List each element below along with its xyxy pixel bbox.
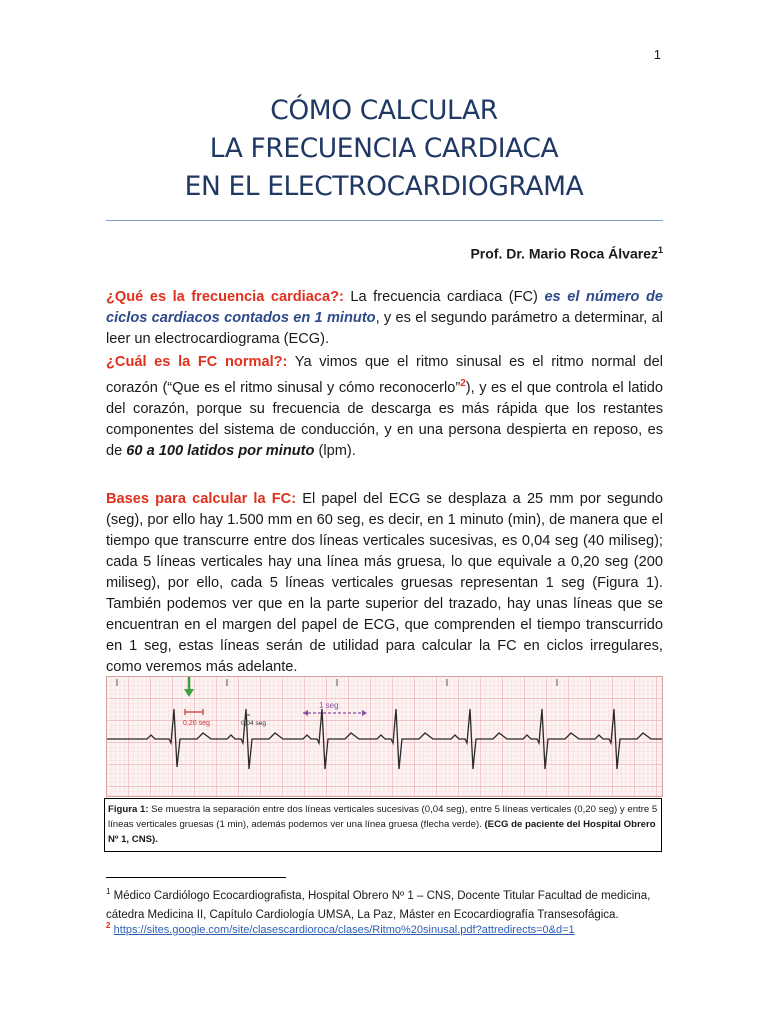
paragraph-bases [106, 489, 663, 678]
document-title [0, 92, 768, 206]
author-footnote-ref: 1 [657, 245, 663, 255]
section-heading: Bases para calcular la FC: [106, 491, 297, 507]
reference-marker: 2 [460, 378, 466, 389]
ecg-strip [107, 677, 662, 796]
paragraph-text: (lpm). [314, 442, 356, 459]
caption-label: Figura 1: [108, 804, 149, 815]
page-number: 1 [653, 47, 661, 62]
emphasis-text: es el número de ciclos cardiacos contados en 1 minuto [106, 289, 663, 326]
footnote-text: Médico Cardiólogo Ecocardiografista, Hospital Obrero Nº 1 – CNS, Docente Titular Facultad de medicina, cátedra Medicina II, Capítulo Cardiología UMSA, La Paz, Máster en Ecocardiografía Transesofágica. [106, 889, 651, 921]
title-line-2: LA FRECUENCIA CARDIACA [209, 133, 559, 164]
footnote-2 [106, 916, 666, 940]
title-line-1: CÓMO CALCULAR [270, 95, 498, 126]
paragraph-text: El papel del ECG se desplaza a 25 mm por segundo (seg), por ello hay 1.500 mm en 60 seg, es decir, en 1 minuto (min), de manera que el tiempo que transcurre entre dos líneas verticales sucesivas, es 0,04 seg (40 miliseg); cada 5 líneas verticales hay una línea más gruesa, lo que equivale a 0,20 seg (200 miliseg), por ello, cada 5 líneas verticales gruesas representan 1 seg (Figura 1). También podemos ver que en la parte superior del trazado, hay unas líneas que se encuentran en el margen del papel de ECG, que comprenden el tiempo transcurrido en 1 seg, estas líneas serán de utilidad para calcular la FC en ciclos irregulares, como veremos más adelante. [106, 491, 664, 675]
footnote-number: 1 [106, 887, 111, 896]
paragraph-text: La frecuencia cardiaca (FC) [343, 289, 545, 305]
ecg-figure [106, 676, 663, 797]
paragraph-text: ), y es el que controla el latido del corazón, porque su frecuencia de descarga es más rápida que los restantes componentes del sistema de conducción, y en una persona despierta en reposo, es de [106, 379, 663, 459]
question-heading: ¿Cuál es la FC normal?: [106, 354, 288, 370]
paragraph-normal-fc [106, 352, 663, 462]
label-004-seg: 0,04 seg [241, 720, 266, 727]
author-line [470, 245, 663, 262]
question-heading: ¿Qué es la frecuencia cardiaca?: [106, 289, 344, 305]
footnote-number: 2 [106, 921, 111, 930]
figure-caption [104, 798, 662, 852]
paragraph-definition [106, 287, 663, 350]
emphasis-text: 60 a 100 latidos por minuto [126, 442, 315, 459]
label-020-seg: 0,20 seg [183, 720, 210, 727]
paragraph-text: Ya vimos que el ritmo sinusal es el ritmo normal del corazón (“Que es el ritmo sinusal y cómo reconocerlo” [106, 354, 664, 396]
label-1-seg: 1 seg [319, 701, 339, 710]
caption-source: (ECG de paciente del Hospital Obrero Nº 1, CNS). [108, 819, 656, 845]
footnote-link[interactable]: https://sites.google.com/site/clasescardioroca/clases/Ritmo%20sinusal.pdf?attredirects=0&d=1 [113, 923, 575, 936]
title-divider [106, 220, 663, 221]
caption-text: Se muestra la separación entre dos líneas verticales sucesivas (0,04 seg), entre 5 líneas verticales (0,20 seg) y entre 5 líneas verticales gruesas (1 min), además podemos ver una línea gruesa (flecha verde). [108, 804, 658, 830]
author-name: Prof. Dr. Mario Roca Álvarez [470, 245, 658, 262]
title-line-3: EN EL ELECTROCARDIOGRAMA [184, 171, 584, 202]
footnote-divider [106, 877, 286, 878]
paragraph-text: , y es el segundo parámetro a determinar, al leer un electrocardiograma (ECG). [106, 310, 663, 347]
